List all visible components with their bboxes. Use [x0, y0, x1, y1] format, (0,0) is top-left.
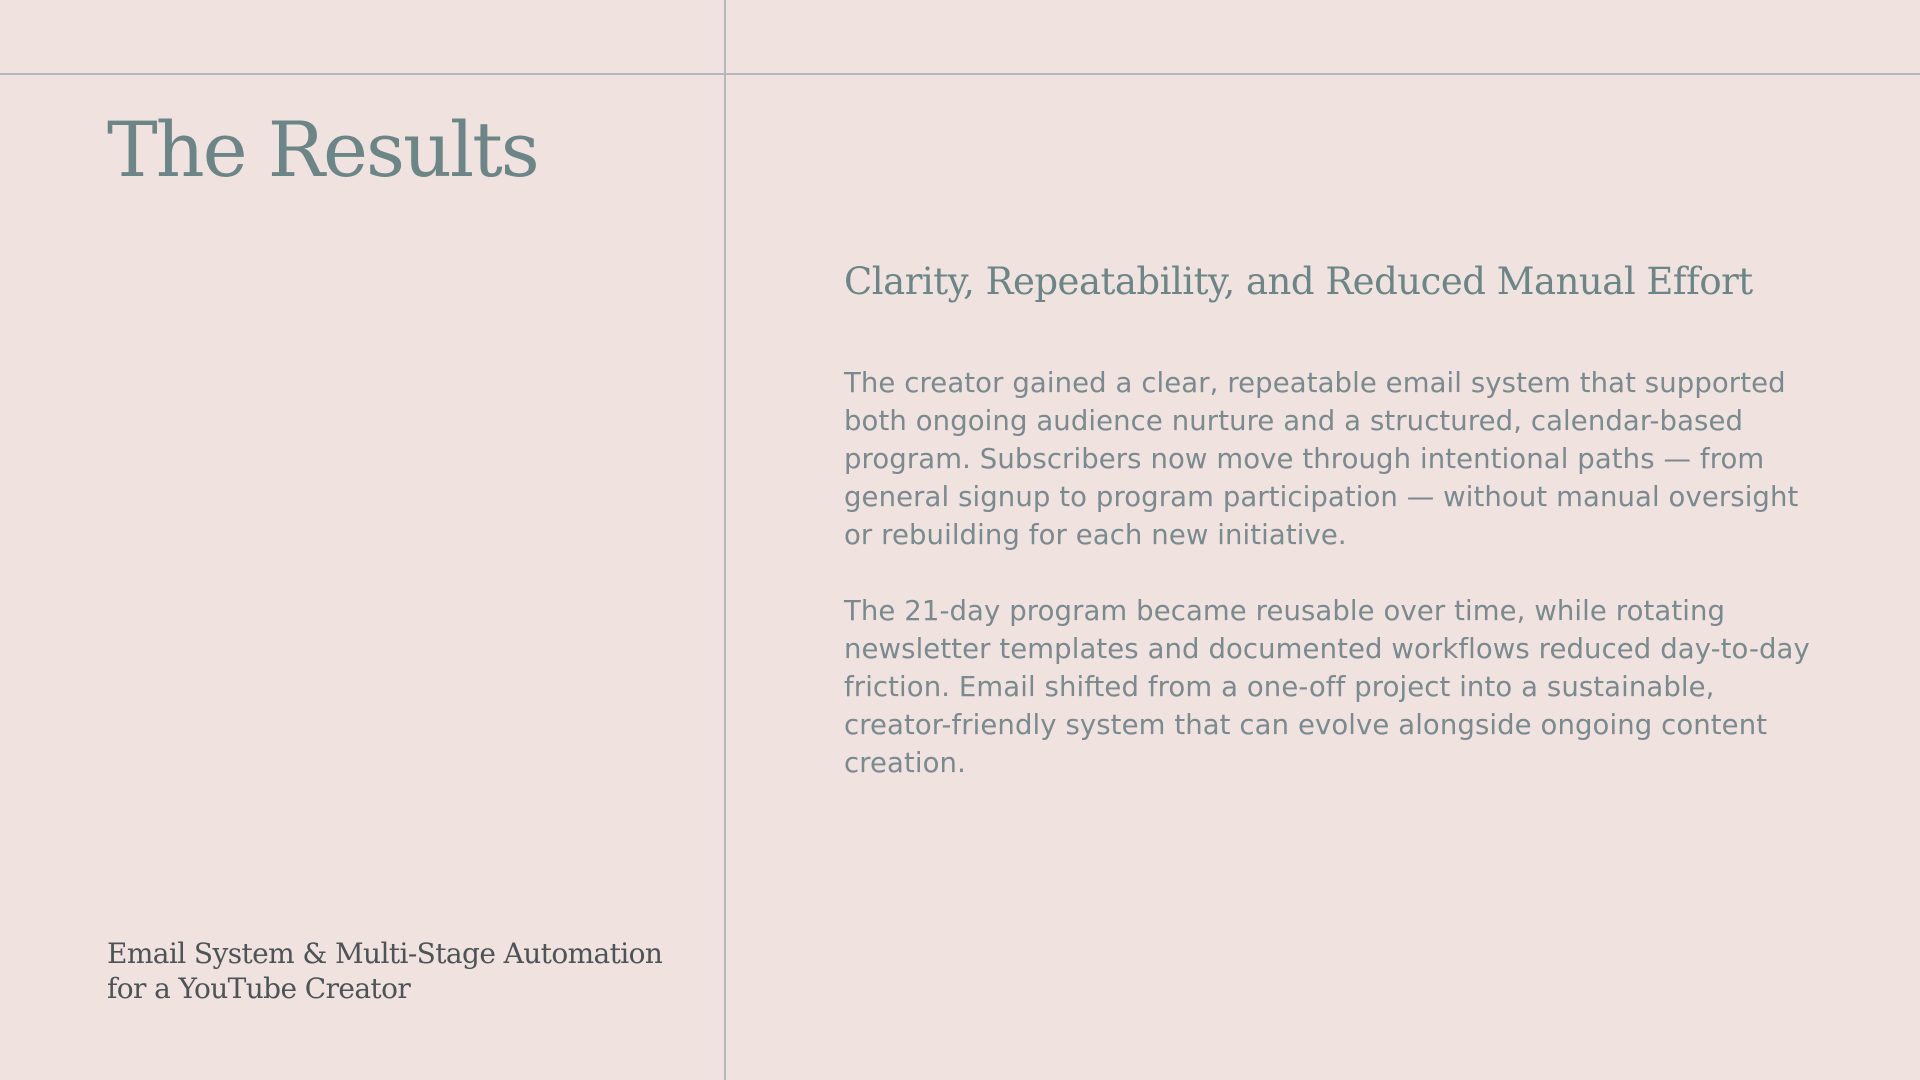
page-title: The Results: [107, 105, 538, 194]
project-caption: [107, 936, 707, 1006]
paragraph-2-line: newsletter templates and documented workflows reduced day-to-day: [844, 633, 1810, 665]
paragraph-2-line: creation.: [844, 747, 966, 779]
paragraph-2-line: friction. Email shifted from a one-off project into a sustainable,: [844, 671, 1715, 703]
paragraph-2-line: creator-friendly system that can evolve alongside ongoing content: [844, 709, 1768, 741]
results-paragraph-1: [844, 364, 1824, 554]
section-heading: Clarity, Repeatability, and Reduced Manual Effort: [844, 260, 1753, 303]
paragraph-1-line: or rebuilding for each new initiative.: [844, 519, 1347, 551]
paragraph-1-line: general signup to program participation — without manual oversight: [844, 481, 1799, 513]
vertical-divider-line: [724, 0, 726, 1080]
project-caption-line-2: for a YouTube Creator: [107, 972, 411, 1005]
paragraph-1-line: both ongoing audience nurture and a structured, calendar-based: [844, 405, 1744, 437]
project-caption-line-1: Email System & Multi-Stage Automation: [107, 937, 663, 970]
paragraph-1-line: The creator gained a clear, repeatable email system that supported: [844, 367, 1786, 399]
paragraph-2-line: The 21-day program became reusable over time, while rotating: [844, 595, 1726, 627]
top-divider-line: [0, 73, 1920, 75]
results-paragraph-2: [844, 592, 1824, 782]
paragraph-1-line: program. Subscribers now move through intentional paths — from: [844, 443, 1765, 475]
